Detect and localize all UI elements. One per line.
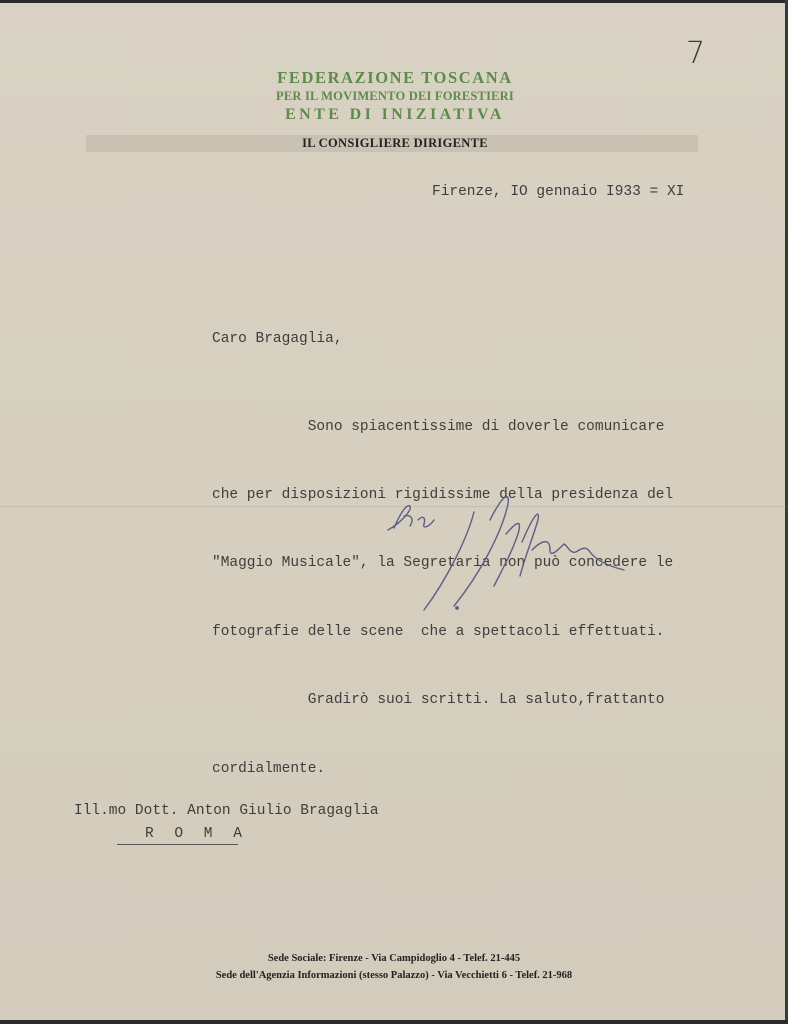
body-line: Sono spiacentissime di doverle comunicare — [212, 418, 665, 435]
scan-top-edge — [0, 0, 788, 3]
letterhead-line1: FEDERAZIONE TOSCANA — [277, 68, 513, 87]
body-line: fotografie delle scene che a spettacoli effettuati. — [212, 623, 665, 640]
body-line: cordialmente. — [212, 760, 326, 777]
letter-date: Firenze, IO gennaio I933 = XI — [432, 184, 685, 200]
addressee-city: R O M A — [145, 826, 248, 842]
addressee: Ill.mo Dott. Anton Giulio Bragaglia — [74, 803, 379, 819]
letterhead-line2: PER IL MOVIMENTO DEI FORESTIERI — [276, 89, 514, 103]
body-line: "Maggio Musicale", la Segretaria non può concedere le — [212, 555, 674, 572]
letterhead-line3: ENTE DI INIZIATIVA — [285, 106, 505, 123]
letterhead-footer — [0, 950, 788, 984]
footer-line1: Sede Sociale: Firenze - Via Campidoglio 4 - Telef. 21-445 — [267, 953, 521, 964]
handwritten-signature — [382, 490, 632, 615]
city-underline — [117, 844, 238, 845]
scan-bottom-edge — [0, 1020, 788, 1024]
archive-number: 7 — [686, 36, 706, 71]
salutation: Caro Bragaglia, — [212, 331, 343, 347]
letterhead-line4: IL CONSIGLIERE DIRIGENTE — [302, 136, 488, 150]
body-line: che per disposizioni rigidissime della presidenza del — [212, 486, 674, 503]
footer-line2: Sede dell'Agenzia Informazioni (stesso Palazzo) - Via Vecchietti 6 - Telef. 21-968 — [215, 970, 573, 981]
letterhead — [200, 68, 590, 126]
body-line: Gradirò suoi scritti. La saluto,frattanto — [212, 692, 665, 709]
